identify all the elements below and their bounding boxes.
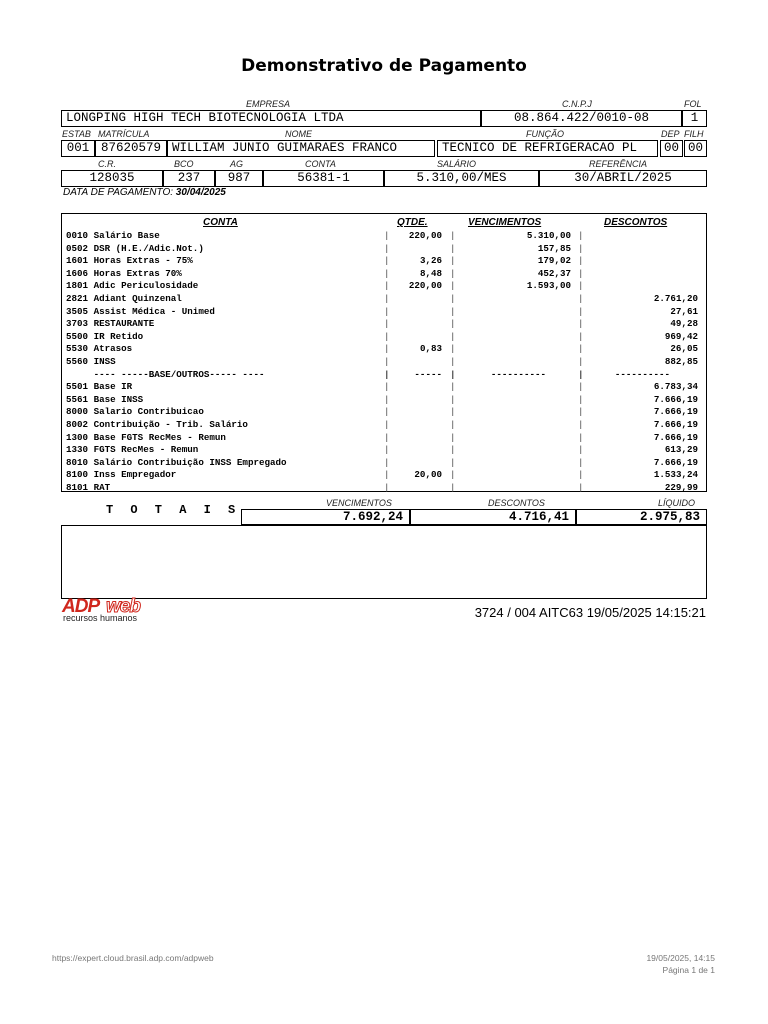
column-separator: | [578, 419, 584, 430]
row-descontos: 969,42 [664, 330, 698, 342]
label-dep: DEP [661, 129, 680, 139]
column-separator: | [384, 419, 390, 430]
totals-vencimentos-label: VENCIMENTOS [326, 498, 392, 508]
adp-logo-subtitle: recursos humanos [63, 613, 138, 623]
col-header-qtde: QTDE. [397, 217, 428, 228]
table-row [66, 318, 702, 331]
row-qtde: 220,00 [408, 280, 442, 292]
row-description: 1330 FGTS RecMes - Remun [66, 444, 199, 456]
row-description: 1606 Horas Extras 70% [66, 267, 182, 279]
observations-box [61, 525, 707, 599]
fol-value: 1 [682, 110, 707, 127]
items-table [61, 213, 707, 492]
row-qtde: 8,48 [419, 267, 442, 279]
column-separator: | [384, 330, 390, 342]
adp-logo [62, 598, 162, 624]
column-separator: | [578, 393, 584, 405]
row-description: 5560 INSS [66, 356, 116, 367]
table-row [66, 343, 702, 356]
column-separator: | [384, 230, 390, 241]
row-descontos: 229,99 [664, 482, 698, 493]
row-description: 1601 Horas Extras - 75% [66, 255, 193, 267]
cr-value: 128035 [61, 170, 163, 187]
row-description: 8002 Contribuição - Trib. Salário [66, 419, 248, 430]
adp-logo-text: ADP [62, 596, 100, 617]
row-descontos: 613,29 [664, 444, 698, 456]
row-qtde: 20,00 [414, 469, 442, 481]
table-row [66, 331, 702, 344]
column-separator: | [450, 280, 456, 292]
row-description: 2821 Adiant Quinzenal [66, 293, 182, 304]
row-vencimentos: 452,37 [537, 267, 571, 279]
column-separator: | [384, 431, 390, 443]
column-separator: | [578, 280, 584, 292]
table-row [66, 394, 702, 407]
column-separator: | [384, 381, 390, 393]
column-separator: | [450, 393, 456, 405]
row-description: 5530 Atrasos [66, 343, 133, 355]
column-separator: | [450, 482, 456, 493]
label-estab: ESTAB [62, 129, 91, 139]
column-separator: | [450, 330, 456, 342]
column-separator: | [578, 318, 584, 330]
footer-datetime: 19/05/2025, 14:15 [646, 953, 715, 963]
row-descontos: 7.666,19 [653, 431, 698, 443]
column-separator: | [450, 255, 456, 267]
column-separator: | [450, 356, 456, 367]
totals-liquido-value: 2.975,83 [576, 509, 707, 525]
col-header-vencimentos: VENCIMENTOS [468, 217, 542, 228]
row-description: 0502 DSR (H.E./Adic.Not.) [66, 242, 204, 254]
column-separator: | [450, 293, 456, 304]
column-separator: | [578, 242, 584, 254]
label-matricula: MATRÍCULA [98, 129, 150, 139]
page-title: Demonstrativo de Pagamento [241, 56, 527, 76]
column-separator: | [384, 482, 390, 493]
column-separator: | [384, 393, 390, 405]
label-bco: BCO [174, 159, 194, 169]
column-separator: | [578, 368, 584, 380]
column-separator: | [450, 406, 456, 418]
row-descontos: 2.761,20 [653, 293, 698, 304]
column-separator: | [384, 255, 390, 267]
table-row [66, 356, 702, 369]
totals-descontos-label: DESCONTOS [488, 498, 545, 508]
row-description: 0010 Salário Base [66, 230, 160, 241]
column-separator: | [578, 431, 584, 443]
table-row [66, 432, 702, 445]
label-cr: C.R. [98, 159, 116, 169]
ag-value: 987 [215, 170, 263, 187]
salario-value: 5.310,00/MES [384, 170, 539, 187]
table-row [66, 469, 702, 482]
row-description: 3505 Assist Médica - Unimed [66, 305, 215, 317]
column-separator: | [450, 242, 456, 254]
label-salario: SALÁRIO [437, 159, 477, 169]
label-ag: AG [230, 159, 244, 169]
payment-date-label: DATA DE PAGAMENTO: [63, 187, 174, 198]
totals-label: T O T A I S [106, 503, 241, 517]
footer-url[interactable]: https://expert.cloud.brasil.adp.com/adpweb [52, 953, 214, 963]
column-separator: | [384, 368, 390, 380]
column-separator: | [450, 444, 456, 456]
filh-value: 00 [684, 140, 707, 157]
column-separator: | [578, 444, 584, 456]
label-nome: NOME [285, 129, 312, 139]
column-separator: | [578, 293, 584, 304]
column-separator: | [578, 469, 584, 481]
table-row [66, 419, 702, 432]
row-vencimentos: ---------- [490, 368, 546, 380]
column-separator: | [450, 431, 456, 443]
column-separator: | [384, 469, 390, 481]
empresa-value: LONGPING HIGH TECH BIOTECNOLOGIA LTDA [61, 110, 481, 127]
funcao-value: TECNICO DE REFRIGERACAO PL [437, 140, 658, 157]
label-filh: FILH [684, 129, 704, 139]
row-descontos: 7.666,19 [653, 419, 698, 430]
payment-date-value: 30/04/2025 [175, 187, 226, 198]
dep-value: 00 [660, 140, 683, 157]
row-descontos: 27,61 [670, 305, 698, 317]
row-description: 5561 Base INSS [66, 393, 144, 405]
row-descontos: 1.533,24 [653, 469, 698, 481]
table-row [66, 381, 702, 394]
column-separator: | [384, 293, 390, 304]
referencia-value: 30/ABRIL/2025 [539, 170, 707, 187]
matricula-value: 87620579 [95, 140, 167, 157]
row-qtde: 0,83 [419, 343, 442, 355]
row-description: 1801 Adic Periculosidade [66, 280, 199, 292]
row-description: 8101 RAT [66, 482, 111, 493]
column-separator: | [384, 456, 390, 468]
column-separator: | [578, 343, 584, 355]
row-description: 3703 RESTAURANTE [66, 318, 155, 330]
column-separator: | [450, 267, 456, 279]
column-separator: | [450, 318, 456, 330]
row-descontos: 6.783,34 [653, 381, 698, 393]
footer-page: Página 1 de 1 [662, 965, 715, 975]
column-separator: | [450, 381, 456, 393]
table-row [66, 457, 702, 470]
col-header-conta: CONTA [203, 217, 238, 228]
column-separator: | [578, 230, 584, 241]
nome-value: WILLIAM JUNIO GUIMARAES FRANCO [167, 140, 435, 157]
column-separator: | [450, 368, 456, 380]
column-separator: | [384, 242, 390, 254]
row-description: 5501 Base IR [66, 381, 133, 393]
totals-liquido-label: LÍQUIDO [658, 498, 696, 508]
column-separator: | [578, 267, 584, 279]
table-row [66, 444, 702, 457]
column-separator: | [578, 482, 584, 493]
table-row [66, 482, 702, 495]
totals-descontos-value: 4.716,41 [410, 509, 576, 525]
row-qtde: 3,26 [419, 255, 442, 267]
column-separator: | [450, 456, 456, 468]
bco-value: 237 [163, 170, 215, 187]
row-descontos: 7.666,19 [653, 406, 698, 418]
row-descontos: 26,05 [670, 343, 698, 355]
label-referencia: REFERÊNCIA [589, 159, 648, 169]
table-row [66, 268, 702, 281]
estab-value: 001 [61, 140, 95, 157]
row-description: 8010 Salário Contribuição INSS Empregado [66, 456, 287, 468]
column-separator: | [450, 419, 456, 430]
column-separator: | [450, 230, 456, 241]
column-separator: | [578, 305, 584, 317]
table-row [66, 255, 702, 268]
row-description: 1300 Base FGTS RecMes - Remun [66, 431, 226, 443]
column-separator: | [578, 456, 584, 468]
cnpj-value: 08.864.422/0010-08 [481, 110, 682, 127]
table-row [66, 243, 702, 256]
row-vencimentos: 5.310,00 [526, 230, 571, 241]
label-conta: CONTA [305, 159, 336, 169]
column-separator: | [578, 406, 584, 418]
table-row [66, 369, 702, 382]
row-vencimentos: 179,02 [537, 255, 571, 267]
row-description: 5500 IR Retido [66, 330, 144, 342]
column-separator: | [384, 356, 390, 367]
table-row [66, 293, 702, 306]
row-descontos: 7.666,19 [653, 393, 698, 405]
column-separator: | [384, 343, 390, 355]
column-separator: | [384, 444, 390, 456]
column-separator: | [384, 406, 390, 418]
row-descontos: 49,28 [670, 318, 698, 330]
table-row [66, 230, 702, 243]
column-separator: | [450, 343, 456, 355]
label-empresa: EMPRESA [246, 99, 291, 109]
row-vencimentos: 157,85 [537, 242, 571, 254]
column-separator: | [384, 318, 390, 330]
table-row [66, 280, 702, 293]
column-separator: | [578, 255, 584, 267]
row-descontos: ---------- [614, 368, 670, 380]
col-header-descontos: DESCONTOS [604, 217, 668, 228]
column-separator: | [578, 330, 584, 342]
column-separator: | [384, 305, 390, 317]
row-description: 8100 Inss Empregador [66, 469, 177, 481]
emission-stamp: 3724 / 004 AITC63 19/05/2025 14:15:21 [474, 605, 706, 620]
label-fol: FOL [684, 99, 702, 109]
column-separator: | [450, 469, 456, 481]
column-separator: | [578, 381, 584, 393]
column-separator: | [578, 356, 584, 367]
label-funcao: FUNÇÃO [526, 129, 564, 139]
column-separator: | [384, 267, 390, 279]
totals-vencimentos-value: 7.692,24 [241, 509, 410, 525]
payment-date-line [63, 187, 226, 198]
row-descontos: 7.666,19 [653, 456, 698, 468]
row-vencimentos: 1.593,00 [526, 280, 571, 292]
conta-value: 56381-1 [263, 170, 384, 187]
column-separator: | [450, 305, 456, 317]
label-cnpj: C.N.P.J [562, 99, 592, 109]
row-descontos: 882,85 [664, 356, 698, 367]
adp-logo-web: web [106, 596, 140, 617]
table-row [66, 406, 702, 419]
row-qtde: ----- [414, 368, 442, 380]
table-row [66, 306, 702, 319]
column-separator: | [384, 280, 390, 292]
row-description: ---- -----BASE/OUTROS----- ---- [66, 368, 265, 380]
row-qtde: 220,00 [408, 230, 442, 241]
row-description: 8000 Salario Contribuicao [66, 406, 204, 418]
